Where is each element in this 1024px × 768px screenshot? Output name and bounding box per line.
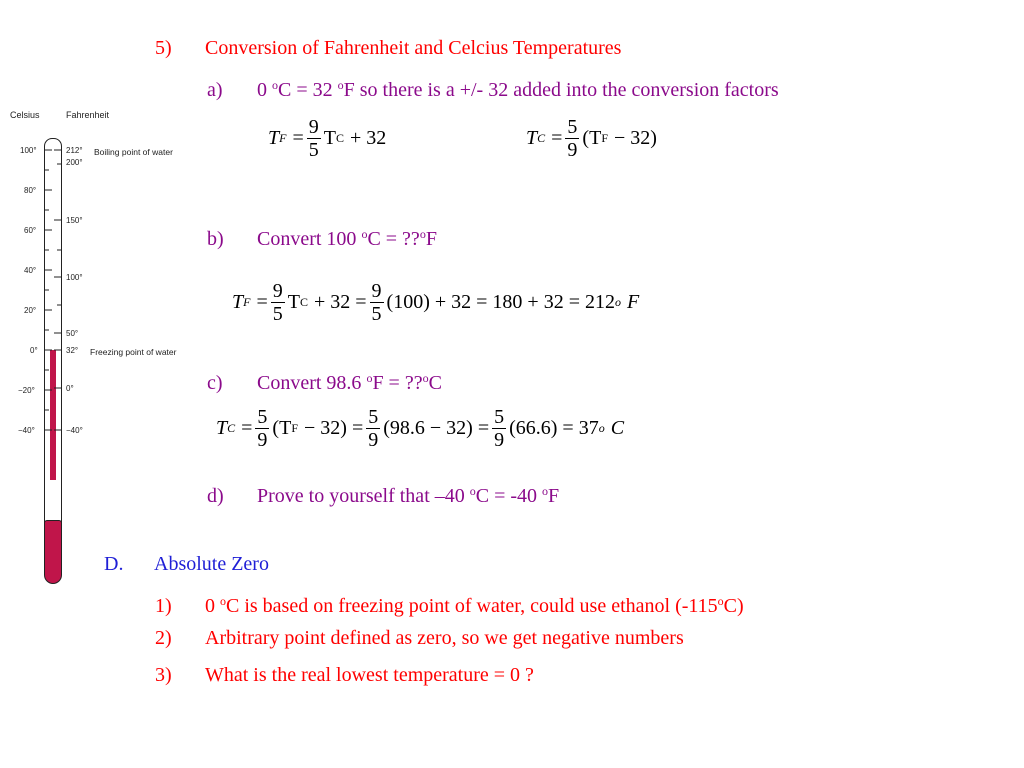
fahrenheit-tick: −40° (66, 426, 83, 435)
denominator: 5 (371, 303, 382, 325)
numerator: 5 (257, 406, 268, 428)
formula-var: T (216, 417, 228, 439)
denominator: 9 (368, 429, 379, 451)
formula-var: T (287, 291, 300, 313)
numerator: 5 (494, 406, 505, 428)
formula-celsius (526, 116, 657, 161)
boiling-point-note: Boiling point of water (94, 147, 173, 157)
formula-subscript: F (291, 421, 298, 435)
denominator: 5 (308, 139, 319, 161)
thermometer-figure (0, 100, 200, 500)
denominator: 9 (494, 429, 505, 451)
item-text: Convert 100 (257, 228, 362, 250)
degree-mark: o (361, 227, 368, 241)
formula-unit: C (610, 417, 625, 439)
item-text: C is based on freezing point of water, could use ethanol (-115 (226, 595, 718, 617)
formula-example-c (216, 406, 624, 451)
item-text: 0 (257, 79, 272, 101)
fraction (307, 116, 321, 161)
denominator: 5 (272, 303, 283, 325)
degree-mark: o (419, 227, 426, 241)
item-text: C = 32 (278, 79, 338, 101)
item-text: 0 (205, 595, 220, 617)
fahrenheit-tick: 100° (66, 273, 83, 282)
formula-unit: F (626, 291, 640, 313)
numerator: 9 (371, 280, 382, 302)
item-d1 (155, 589, 744, 618)
item-d (207, 479, 559, 508)
item-text: Convert 98.6 (257, 372, 367, 394)
fraction (565, 116, 579, 161)
formula-rest: + 32 = (313, 291, 367, 313)
degree-mark: o (366, 371, 373, 385)
formula-subscript: F (601, 131, 608, 145)
formula-op: = (241, 417, 253, 439)
celsius-tick: 100° (20, 146, 37, 155)
formula-op: = (292, 127, 304, 149)
formula-fahrenheit (268, 116, 386, 161)
celsius-tick: −40° (18, 426, 35, 435)
celsius-tick: 80° (24, 186, 37, 195)
degree-mark: o (717, 594, 724, 608)
degree-mark: o (598, 421, 605, 435)
freezing-point-note: Freezing point of water (90, 347, 177, 357)
list-letter: b) (207, 228, 224, 250)
item-text: C = -40 (475, 485, 543, 507)
item-text: F so there is a +/- 32 added into the conversion factors (343, 79, 779, 101)
formula-subscript: F (279, 131, 287, 145)
formula-rest: − 32) (614, 127, 657, 149)
list-number: 1) (155, 595, 172, 617)
thermometer-bulb (44, 520, 62, 584)
formula-subscript: C (335, 131, 344, 145)
fraction (492, 406, 506, 451)
list-letter: a) (207, 79, 223, 101)
item-d3 (155, 663, 534, 687)
item-text: C (428, 372, 442, 394)
celsius-tick: 20° (24, 306, 37, 315)
formula-rest: − 32) = (304, 417, 364, 439)
section-d-heading (104, 552, 269, 576)
formula-var: (T (272, 417, 292, 439)
celsius-tick: −20° (18, 386, 35, 395)
list-number: 3) (155, 664, 172, 686)
thermometer-scale-marks (0, 100, 200, 500)
item-text: C = ?? (367, 228, 420, 250)
formula-var: T (232, 291, 244, 313)
fahrenheit-tick: 200° (66, 158, 83, 167)
degree-mark: o (614, 295, 621, 309)
numerator: 5 (567, 116, 578, 138)
list-number: 5) (155, 37, 172, 59)
fraction (370, 280, 384, 325)
formula-rest: + 32 (349, 127, 387, 149)
section-5-heading (155, 36, 621, 60)
formula-rest: (66.6) = 37 (509, 417, 599, 439)
celsius-header: Celsius (10, 110, 40, 120)
formula-var: T (268, 127, 280, 149)
item-b (207, 222, 437, 251)
degree-mark: o (272, 78, 278, 92)
formula-op: = (256, 291, 268, 313)
fahrenheit-tick: 50° (66, 329, 79, 338)
fraction (366, 406, 380, 451)
formula-var: (T (582, 127, 602, 149)
fahrenheit-header: Fahrenheit (66, 110, 110, 120)
numerator: 9 (308, 116, 319, 138)
formula-rest: (100) + 32 = 180 + 32 = 212 (386, 291, 615, 313)
formula-subscript: C (537, 131, 546, 145)
list-number: 2) (155, 627, 172, 649)
fahrenheit-tick: 212° (66, 146, 83, 155)
item-d2 (155, 626, 684, 650)
formula-subscript: C (227, 421, 236, 435)
degree-mark: o (542, 484, 549, 498)
denominator: 9 (257, 429, 268, 451)
celsius-tick: 0° (30, 346, 38, 355)
celsius-tick: 60° (24, 226, 37, 235)
formula-subscript: C (299, 295, 308, 309)
formula-var: T (526, 127, 538, 149)
item-text: F (425, 228, 437, 250)
list-letter: c) (207, 372, 223, 394)
item-a (207, 73, 779, 102)
degree-mark: o (469, 484, 476, 498)
numerator: 9 (272, 280, 283, 302)
item-text: Prove to yourself that –40 (257, 485, 470, 507)
item-c (207, 366, 442, 395)
list-letter: D. (104, 553, 124, 575)
degree-mark: o (220, 594, 226, 608)
formula-var: T (323, 127, 336, 149)
denominator: 9 (567, 139, 578, 161)
formula-op: = (551, 127, 563, 149)
item-text: F (548, 485, 560, 507)
degree-mark: o (337, 78, 344, 92)
item-text: F = ?? (372, 372, 423, 394)
item-text: C) (723, 595, 744, 617)
numerator: 5 (368, 406, 379, 428)
heading-text: Absolute Zero (154, 553, 269, 575)
fahrenheit-tick: 150° (66, 216, 83, 225)
celsius-tick: 40° (24, 266, 37, 275)
formula-subscript: F (243, 295, 251, 309)
fraction (271, 280, 285, 325)
heading-text: Conversion of Fahrenheit and Celcius Temperatures (205, 37, 622, 59)
fraction (255, 406, 269, 451)
list-letter: d) (207, 485, 224, 507)
item-text: What is the real lowest temperature = 0 ? (205, 664, 534, 686)
formula-rest: (98.6 − 32) = (383, 417, 490, 439)
fahrenheit-tick: 0° (66, 384, 74, 393)
fahrenheit-tick: 32° (66, 346, 79, 355)
degree-mark: o (422, 371, 429, 385)
item-text: Arbitrary point defined as zero, so we get negative numbers (205, 627, 684, 649)
formula-example-b (232, 280, 639, 325)
